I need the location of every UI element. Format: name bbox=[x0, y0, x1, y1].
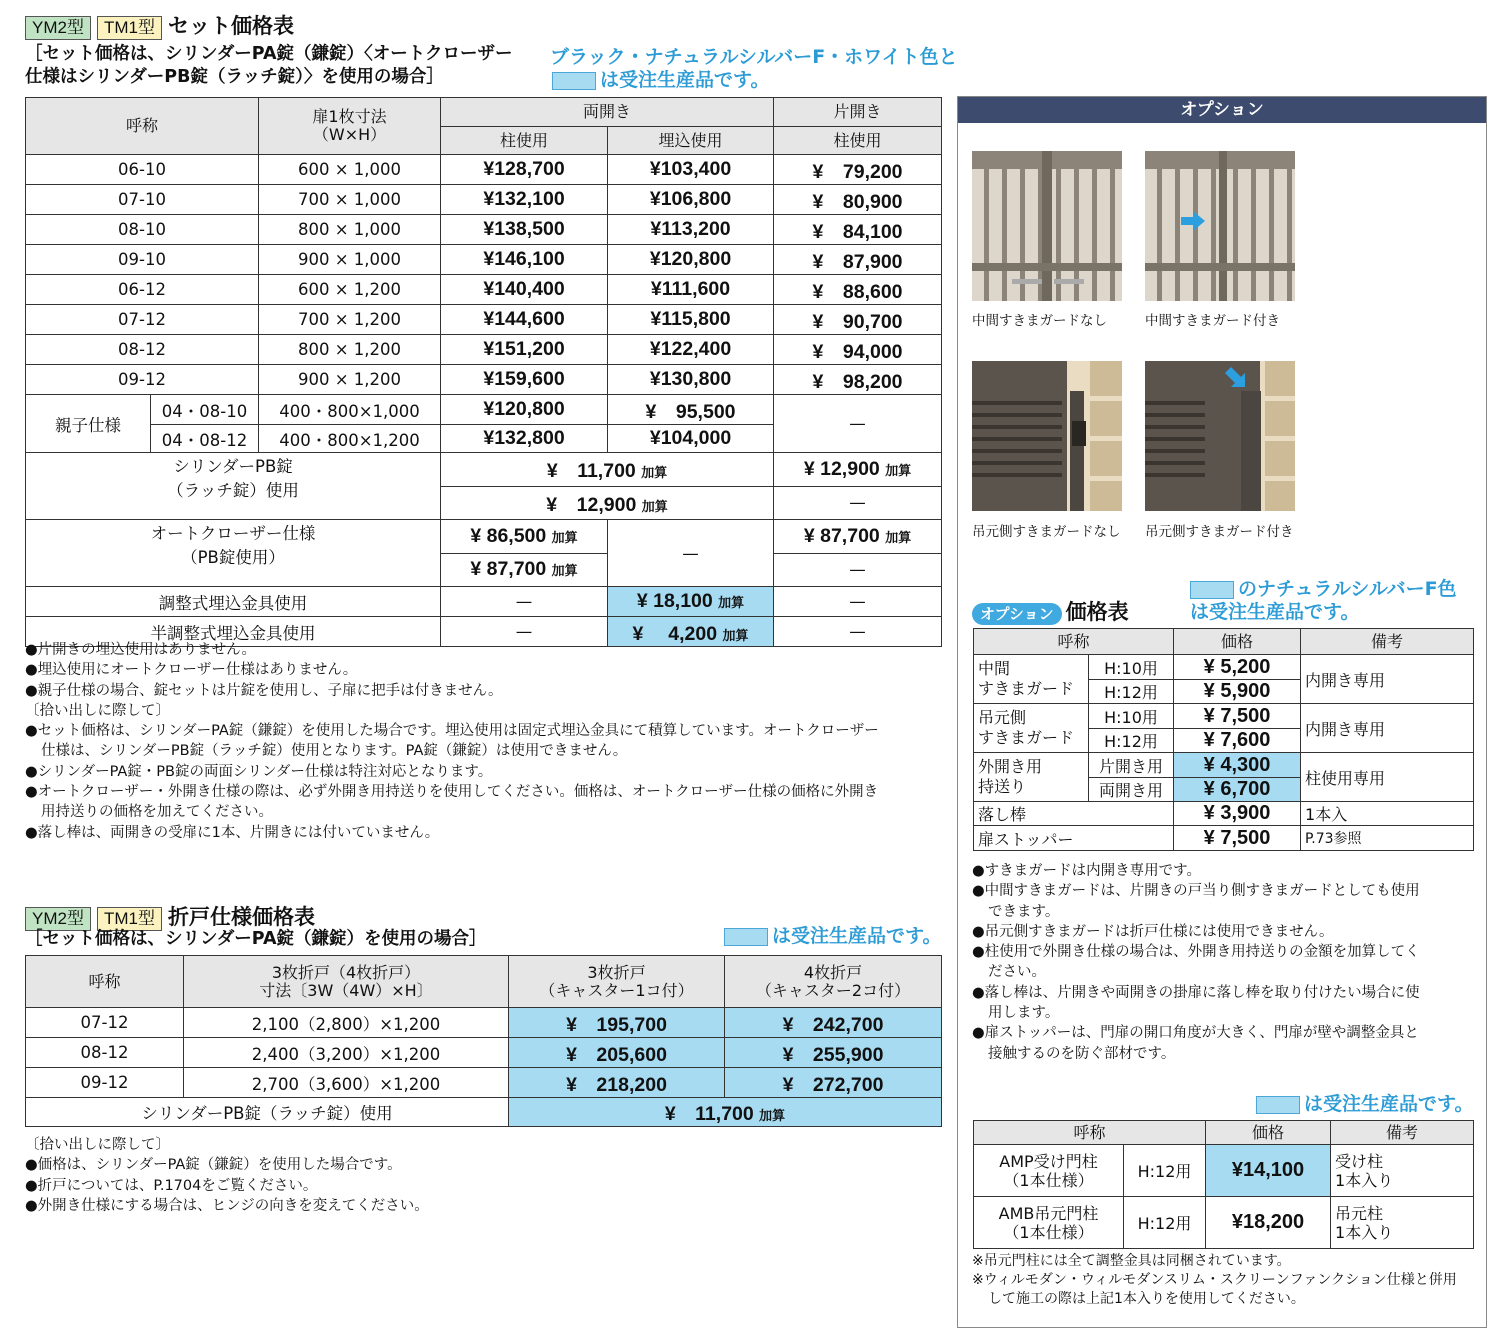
price-cell: ¥128,700 bbox=[441, 155, 608, 185]
photo-hinge-guard-with bbox=[1145, 361, 1295, 511]
row-size: 800 × 1,200 bbox=[259, 335, 441, 365]
note-line: ●すきまガードは内開き専用です。 bbox=[972, 863, 1201, 879]
header-name: 呼称 bbox=[26, 956, 184, 1008]
made-to-order-swatch bbox=[552, 72, 596, 90]
section2-title-bar bbox=[25, 901, 315, 931]
photo-middle-guard-with bbox=[1145, 151, 1295, 301]
table-row bbox=[974, 802, 1474, 826]
post-price-table bbox=[973, 1120, 1474, 1249]
note-line: ●吊元側すきまガードは折戸仕様には使用できません。 bbox=[972, 923, 1334, 940]
row-name: 09-12 bbox=[26, 1068, 184, 1098]
price-cell: ¥ 3,900 bbox=[1174, 802, 1301, 826]
table-row bbox=[26, 215, 942, 245]
price-cell: — bbox=[774, 395, 942, 453]
post-note: 吊元柱 1本入り bbox=[1331, 1197, 1474, 1249]
note-line: 〔拾い出しに際して〕 bbox=[25, 1137, 170, 1153]
option-sub: 両開き用 bbox=[1089, 778, 1174, 802]
price-cell: ¥ 87,900 bbox=[774, 245, 942, 275]
header-four: 4枚折戸 （キャスター2コ付） bbox=[725, 956, 942, 1008]
option-notes bbox=[972, 861, 1420, 1064]
option-note: 内開き専用 bbox=[1301, 704, 1474, 753]
option-note: 1本入 bbox=[1301, 802, 1474, 826]
option-sub: H:10用 bbox=[1089, 655, 1174, 680]
option-price-title bbox=[972, 596, 1129, 626]
table-row bbox=[26, 587, 942, 617]
note-line: ●価格は、シリンダーPA錠（鎌錠）を使用した場合です。 bbox=[25, 1157, 402, 1174]
option-note: 内開き専用 bbox=[1301, 655, 1474, 704]
row-size: 900 × 1,200 bbox=[259, 365, 441, 395]
oyako-size: 400・800×1,200 bbox=[259, 425, 441, 453]
option-sub: H:12用 bbox=[1089, 729, 1174, 753]
section1-title-bar bbox=[25, 10, 294, 40]
note-line: ●埋込使用にオートクローザー仕様はありません。 bbox=[25, 662, 358, 679]
table-row bbox=[26, 395, 942, 425]
note-line: ●外開き仕様にする場合は、ヒンジの向きを変えてください。 bbox=[25, 1197, 429, 1214]
header-note: 備考 bbox=[1331, 1121, 1474, 1145]
table-row bbox=[26, 1008, 942, 1038]
option-sub: H:12用 bbox=[1089, 680, 1174, 704]
row-name: 06-12 bbox=[26, 275, 259, 305]
row-size: 700 × 1,000 bbox=[259, 185, 441, 215]
price-cell: ¥ 7,500 bbox=[1174, 826, 1301, 851]
option-sub: 片開き用 bbox=[1089, 753, 1174, 778]
price-cell: ¥120,800 bbox=[608, 245, 774, 275]
header-price: 価格 bbox=[1174, 629, 1301, 655]
note-line: ●セット価格は、シリンダーPA錠（鎌錠）を使用した場合です。埋込使用は固定式埋込金具にて積算しています。オートクローザー bbox=[25, 723, 879, 740]
option-price-table bbox=[973, 628, 1474, 851]
price-cell: — bbox=[608, 520, 774, 587]
section2-subtitle: ［セット価格は、シリンダーPA錠（鎌錠）を使用の場合］ bbox=[25, 929, 487, 949]
note-line: ●柱使用で外開き仕様の場合は、外開き用持送りの金額を加算してく bbox=[972, 944, 1420, 961]
table-row bbox=[974, 753, 1474, 778]
row-name: 07-12 bbox=[26, 305, 259, 335]
header-pillar-single: 柱使用 bbox=[774, 127, 942, 155]
option-note: P.73参照 bbox=[1301, 826, 1474, 851]
table-row bbox=[974, 826, 1474, 851]
price-cell: ¥132,800 bbox=[441, 425, 608, 453]
note-line: 接触するのを防ぐ部材です。 bbox=[988, 1045, 1176, 1062]
table-row bbox=[26, 365, 942, 395]
footnote: ※吊元門柱には全て調整金具は同梱されています。 bbox=[972, 1253, 1291, 1269]
row-name: 08-12 bbox=[26, 1038, 184, 1068]
price-cell: ¥ 12,900 加算 bbox=[774, 453, 942, 487]
model-tag-tm1: TM1型 bbox=[97, 907, 162, 931]
options-header: オプション bbox=[958, 97, 1486, 123]
row-name: 07-10 bbox=[26, 185, 259, 215]
table-row bbox=[974, 655, 1474, 680]
price-cell: ¥113,200 bbox=[608, 215, 774, 245]
price-cell: — bbox=[774, 553, 942, 587]
price-cell: ¥159,600 bbox=[441, 365, 608, 395]
row-size: 700 × 1,200 bbox=[259, 305, 441, 335]
note-line: 〔拾い出しに際して〕 bbox=[25, 702, 170, 719]
post-footnotes bbox=[972, 1252, 1457, 1309]
table-row bbox=[26, 275, 942, 305]
header-name: 呼称 bbox=[26, 98, 259, 155]
note-line: ●折戸については、P.1704をご覧ください。 bbox=[25, 1177, 318, 1194]
option-name: 中間 すきまガード bbox=[974, 655, 1089, 704]
price-cell: ¥ 7,500 bbox=[1174, 704, 1301, 729]
pb-label: シリンダーPB錠 （ラッチ錠）使用 bbox=[26, 453, 441, 520]
price-cell: ¥ 272,700 bbox=[725, 1068, 942, 1098]
row-size: 800 × 1,000 bbox=[259, 215, 441, 245]
made-to-order-note-line1: ブラック・ナチュラルシルバーF・ホワイト色と bbox=[550, 46, 958, 68]
price-cell: — bbox=[774, 587, 942, 617]
table-row bbox=[26, 305, 942, 335]
post-sub: H:12用 bbox=[1124, 1197, 1206, 1249]
price-cell: ¥ 6,700 bbox=[1174, 778, 1301, 802]
note-line: ●中間すきまガードは、片開きの戸当り側すきまガードとしても使用 bbox=[972, 883, 1420, 900]
price-cell: ¥ 79,200 bbox=[774, 155, 942, 185]
price-cell: ¥104,000 bbox=[608, 425, 774, 453]
price-cell: ¥ 87,700 加算 bbox=[441, 553, 608, 587]
price-cell: ¥122,400 bbox=[608, 335, 774, 365]
price-cell: ¥ 242,700 bbox=[725, 1008, 942, 1038]
note-line: できます。 bbox=[988, 903, 1060, 920]
row-size: 2,700（3,600）×1,200 bbox=[184, 1068, 509, 1098]
made-to-order-swatch bbox=[1256, 1096, 1300, 1114]
note-line: 仕様は、シリンダーPB錠（ラッチ錠）使用となります。PA錠（鎌錠）は使用できません。 bbox=[41, 743, 628, 760]
note-line: ださい。 bbox=[988, 964, 1046, 981]
section1-title: セット価格表 bbox=[167, 14, 294, 38]
post-note: 受け柱 1本入り bbox=[1331, 1145, 1474, 1197]
row-size: 600 × 1,000 bbox=[259, 155, 441, 185]
price-cell: ¥ 98,200 bbox=[774, 365, 942, 395]
model-tag-ym2: YM2型 bbox=[25, 907, 91, 931]
price-cell: ¥106,800 bbox=[608, 185, 774, 215]
option-tag: オプション bbox=[972, 603, 1062, 625]
price-cell: ¥130,800 bbox=[608, 365, 774, 395]
note-line: ●扉ストッパーは、門扉の開口角度が大きく、門扉が壁や調整金具と bbox=[972, 1025, 1419, 1042]
oyako-name: 04・08-12 bbox=[151, 425, 259, 453]
price-cell: ¥ 11,700 加算 bbox=[441, 453, 774, 487]
price-cell: ¥120,800 bbox=[441, 395, 608, 425]
folding-price-table bbox=[25, 955, 942, 1127]
price-cell: ¥ 5,200 bbox=[1174, 655, 1301, 680]
made-to-order-swatch bbox=[724, 928, 768, 946]
price-cell: ¥140,400 bbox=[441, 275, 608, 305]
table-row bbox=[26, 520, 942, 554]
price-cell: ¥ 255,900 bbox=[725, 1038, 942, 1068]
header-name: 呼称 bbox=[974, 629, 1174, 655]
row-size: 900 × 1,000 bbox=[259, 245, 441, 275]
header-embed: 埋込使用 bbox=[608, 127, 774, 155]
semi-label: 半調整式埋込金具使用 bbox=[26, 617, 441, 647]
post-name: AMP受け門柱 （1本仕様） bbox=[974, 1145, 1124, 1197]
row-name: 09-10 bbox=[26, 245, 259, 275]
set-price-table bbox=[25, 97, 942, 647]
note-line: ●落し棒は、片開きや両開きの掛扉に落し棒を取り付けたい場合に使 bbox=[972, 984, 1420, 1001]
option-name: 扉ストッパー bbox=[974, 826, 1174, 851]
photo-caption: 吊元側すきまガード付き bbox=[1145, 524, 1294, 540]
adj-label: 調整式埋込金具使用 bbox=[26, 587, 441, 617]
price-cell: ¥ 95,500 bbox=[608, 395, 774, 425]
photo-caption: 中間すきまガード付き bbox=[1145, 313, 1280, 329]
header-size: 扉1枚寸法 （W×H） bbox=[259, 98, 441, 155]
price-cell: ¥151,200 bbox=[441, 335, 608, 365]
table-row bbox=[974, 1145, 1474, 1197]
price-cell: ¥14,100 bbox=[1206, 1145, 1331, 1197]
price-cell: ¥ 12,900 加算 bbox=[441, 486, 774, 520]
price-cell: ¥ 7,600 bbox=[1174, 729, 1301, 753]
header-size: 3枚折戸（4枚折戸） 寸法〔3W（4W）×H〕 bbox=[184, 956, 509, 1008]
price-cell: ¥ 4,200 加算 bbox=[608, 617, 774, 647]
table-row bbox=[26, 1098, 942, 1127]
header-price: 価格 bbox=[1206, 1121, 1331, 1145]
option-name: 吊元側 すきまガード bbox=[974, 704, 1089, 753]
table-row bbox=[26, 1038, 942, 1068]
price-cell: ¥103,400 bbox=[608, 155, 774, 185]
header-double: 両開き bbox=[441, 98, 774, 127]
table-row bbox=[26, 155, 942, 185]
price-cell: ¥ 4,300 bbox=[1174, 753, 1301, 778]
footnote: して施工の際は上記1本入りを使用してください。 bbox=[988, 1291, 1305, 1307]
header-pillar: 柱使用 bbox=[441, 127, 608, 155]
price-cell: ¥138,500 bbox=[441, 215, 608, 245]
header-single: 片開き bbox=[774, 98, 942, 127]
section1-notes bbox=[25, 640, 879, 843]
option-price-heading: 価格表 bbox=[1065, 600, 1129, 624]
price-cell: ¥ 88,600 bbox=[774, 275, 942, 305]
note-line: 用します。 bbox=[988, 1005, 1060, 1022]
price-cell: ¥ 80,900 bbox=[774, 185, 942, 215]
row-name: 08-12 bbox=[26, 335, 259, 365]
row-name: 07-12 bbox=[26, 1008, 184, 1038]
price-cell: — bbox=[441, 617, 608, 647]
price-cell: ¥ 218,200 bbox=[509, 1068, 725, 1098]
auto-label: オートクローザー仕様 （PB錠使用） bbox=[26, 520, 441, 587]
note-line: ●シリンダーPA錠・PB錠の両面シリンダー仕様は特注対応となります。 bbox=[25, 763, 493, 780]
option-name: 外開き用 持送り bbox=[974, 753, 1089, 802]
section1-subtitle-line1: ［セット価格は、シリンダーPA錠（鎌錠）〈オートクローザー bbox=[25, 44, 513, 64]
price-cell: ¥18,200 bbox=[1206, 1197, 1331, 1249]
oyako-name: 04・08-10 bbox=[151, 395, 259, 425]
note-line: 用持送りの価格を加えてください。 bbox=[41, 804, 273, 821]
section1-subtitle-line2: 仕様はシリンダーPB錠（ラッチ錠）〉を使用の場合］ bbox=[25, 67, 444, 87]
section2-made-to-order-note: は受注生産品です。 bbox=[724, 925, 941, 948]
model-tag-ym2: YM2型 bbox=[25, 16, 91, 40]
note-line: ●親子仕様の場合、錠セットは片錠を使用し、子扉に把手は付きません。 bbox=[25, 682, 503, 699]
option-note: 柱使用専用 bbox=[1301, 753, 1474, 802]
photo-caption: 吊元側すきまガードなし bbox=[972, 524, 1121, 540]
price-cell: ¥ 90,700 bbox=[774, 305, 942, 335]
footnote: ※ウィルモダン・ウィルモダンスリム・スクリーンファンクション仕様と併用 bbox=[972, 1272, 1457, 1288]
photo-middle-guard-none bbox=[972, 151, 1122, 301]
price-cell: ¥146,100 bbox=[441, 245, 608, 275]
made-to-order-note bbox=[550, 46, 958, 92]
model-tag-tm1: TM1型 bbox=[97, 16, 162, 40]
row-size: 2,400（3,200）×1,200 bbox=[184, 1038, 509, 1068]
pb-label: シリンダーPB錠（ラッチ錠）使用 bbox=[26, 1098, 509, 1127]
table-row bbox=[26, 185, 942, 215]
section2-notes bbox=[25, 1135, 429, 1216]
row-name: 08-10 bbox=[26, 215, 259, 245]
post-name: AMB吊元門柱 （1本仕様） bbox=[974, 1197, 1124, 1249]
table-row bbox=[974, 1197, 1474, 1249]
price-cell: — bbox=[441, 587, 608, 617]
price-cell: ¥115,800 bbox=[608, 305, 774, 335]
table-row bbox=[974, 704, 1474, 729]
note-line: ●片開きの埋込使用はありません。 bbox=[25, 642, 257, 658]
row-name: 09-12 bbox=[26, 365, 259, 395]
row-name: 06-10 bbox=[26, 155, 259, 185]
header-name: 呼称 bbox=[974, 1121, 1206, 1145]
price-cell: ¥111,600 bbox=[608, 275, 774, 305]
header-three: 3枚折戸 （キャスター1コ付） bbox=[509, 956, 725, 1008]
note-line: ●落し棒は、両開きの受扉に1本、片開きには付いていません。 bbox=[25, 824, 440, 841]
table-row bbox=[26, 335, 942, 365]
oyako-label: 親子仕様 bbox=[26, 395, 151, 453]
price-cell: ¥132,100 bbox=[441, 185, 608, 215]
price-cell: ¥ 18,100 加算 bbox=[608, 587, 774, 617]
table-row bbox=[26, 245, 942, 275]
made-to-order-note-line2: は受注生産品です。 bbox=[600, 69, 770, 91]
price-cell: ¥ 195,700 bbox=[509, 1008, 725, 1038]
price-cell: ¥ 84,100 bbox=[774, 215, 942, 245]
header-note: 備考 bbox=[1301, 629, 1474, 655]
price-cell: ¥ 205,600 bbox=[509, 1038, 725, 1068]
table-row bbox=[26, 1068, 942, 1098]
price-cell: — bbox=[774, 617, 942, 647]
section2-title: 折戸仕様価格表 bbox=[167, 905, 315, 929]
row-size: 600 × 1,200 bbox=[259, 275, 441, 305]
price-cell: ¥ 87,700 加算 bbox=[774, 520, 942, 554]
option-sub: H:10用 bbox=[1089, 704, 1174, 729]
price-cell: ¥ 5,900 bbox=[1174, 680, 1301, 704]
oyako-size: 400・800×1,000 bbox=[259, 395, 441, 425]
row-size: 2,100（2,800）×1,200 bbox=[184, 1008, 509, 1038]
price-cell: ¥ 11,700 加算 bbox=[509, 1098, 942, 1127]
table-row bbox=[26, 453, 942, 487]
price-cell: — bbox=[774, 486, 942, 520]
made-to-order-swatch bbox=[1190, 581, 1234, 599]
photo-hinge-guard-none bbox=[972, 361, 1122, 511]
price-cell: ¥ 94,000 bbox=[774, 335, 942, 365]
photo-caption: 中間すきまガードなし bbox=[972, 313, 1107, 329]
option-name: 落し棒 bbox=[974, 802, 1174, 826]
post-sub: H:12用 bbox=[1124, 1145, 1206, 1197]
post-made-to-order-note: は受注生産品です。 bbox=[1256, 1093, 1473, 1116]
note-line: ●オートクローザー・外開き仕様の際は、必ず外開き用持送りを使用してください。価格は、オートクローザー仕様の価格に外開き bbox=[25, 784, 879, 801]
price-cell: ¥ 86,500 加算 bbox=[441, 520, 608, 554]
option-made-to-order-note: のナチュラルシルバーF色 は受注生産品です。 bbox=[1190, 578, 1457, 623]
section1-subtitle bbox=[25, 43, 512, 89]
price-cell: ¥144,600 bbox=[441, 305, 608, 335]
